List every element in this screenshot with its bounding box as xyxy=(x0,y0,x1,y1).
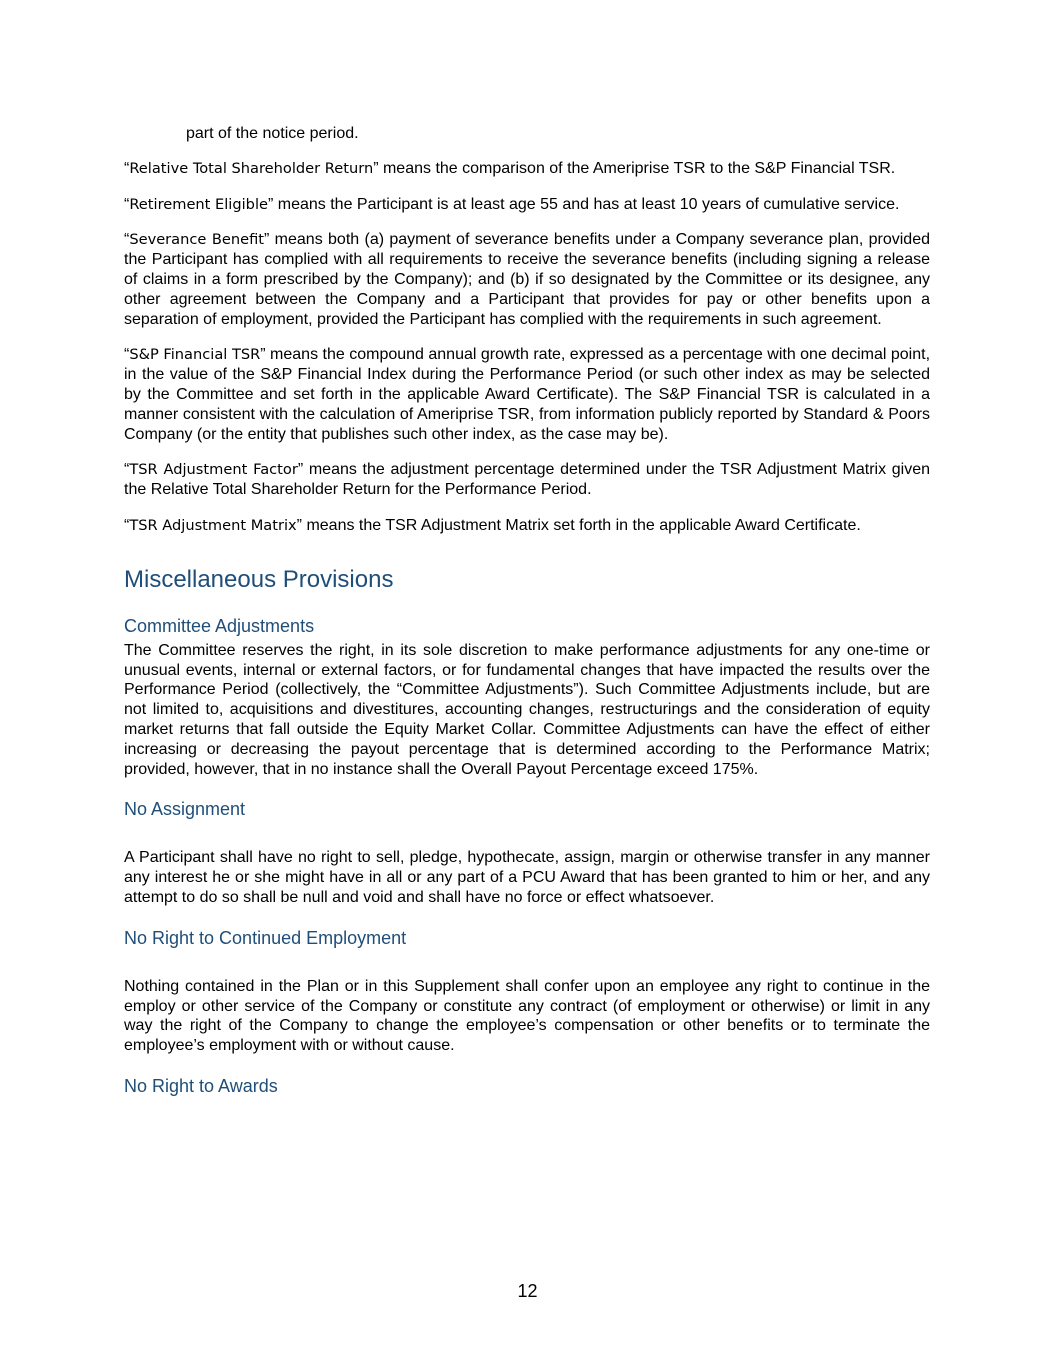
definition-term: TSR Adjustment Factor xyxy=(129,461,298,479)
definition-text: means the adjustment percentage determined under the TSR Adjustment Matrix given the Relative Total Shareholder Return for the Performance Period. xyxy=(124,461,931,499)
definition-retirement-eligible: “Retirement Eligible” means the Participant is at least age 55 and has at least 10 years of cumulative service. xyxy=(124,195,900,213)
definition-term: S&P Financial TSR xyxy=(129,346,261,364)
definition-text: means the compound annual growth rate, expressed as a percentage with one decimal point, in the value of the S&P Financial Index during the Performance Period (or such other index as may be selected by the Committee and set forth in the applicable Award Certificate). The S&P Financial TSR is calculated in a manner consistent with the calculation of Ameriprise TSR, from information publicly reported by Standard & Poors Company (or the entity that publishes such other index, as the case may be). xyxy=(124,346,931,443)
definition-sp-financial-tsr: “S&P Financial TSR” means the compound annual growth rate, expressed as a percentage with one decimal point, in the value of the S&P Financial Index during the Performance Period (or such other index as may be selected by the Committee and set forth in the applicable Award Certificate). The S&P Financial TSR is calculated in a manner consistent with the calculation of Ameriprise TSR, from information publicly reported by Standard & Poors Company (or the entity that publishes such other index, as the case may be). xyxy=(124,346,931,443)
document-page xyxy=(124,124,930,1101)
definition-text: means the comparison of the Ameriprise TSR to the S&P Financial TSR. xyxy=(378,159,896,177)
definition-term: Retirement Eligible xyxy=(129,195,268,213)
definition-severance-benefit: “Severance Benefit” means both (a) payment of severance benefits under a Company severance plan, provided the Participant has complied with all requirements to receive the severance benefits (including signing a release of claims in a form prescribed by the Company); and (b) if so designated by the Committee or its designee, any other agreement between the Company and a Participant that provides for pay or other benefits upon a separation of employment, provided the Participant has complied with the requirements in such agreement. xyxy=(124,231,930,328)
committee-adjustments-body: The Committee reserves the right, in its sole discretion to make performance adjustments for any one-time or unusual events, internal or external factors, or for fundamental changes that have impacted the results over the Performance Period (collectively, the “Committee Adjustments”). Such Committee Adjustments include, but are not limited to, acquisitions and divestitures, accounting changes, restructurings and the consideration of equity market returns that fall outside the Equity Market Collar. Committee Adjustments can have the effect of either increasing or decreasing the payout percentage that is determined according to the Performance Matrix; provided, however, that in no instance shall the Overall Payout Percentage exceed 175%. xyxy=(124,641,930,778)
definition-text: means the TSR Adjustment Matrix set forth in the applicable Award Certificate. xyxy=(302,516,861,534)
section-heading: Miscellaneous Provisions xyxy=(124,565,394,593)
subheading-no-right-awards: No Right to Awards xyxy=(124,1075,278,1096)
definition-text: means both (a) payment of severance benefits under a Company severance plan, provided the Participant has complied with all requirements to receive the severance benefits (including signing a release of claims in a form prescribed by the Company); and (b) if so designated by the Committee or its designee, any other agreement between the Company and a Participant that provides for pay or other benefits upon a separation of employment, provided the Participant has complied with the requirements in such agreement. xyxy=(124,231,930,328)
definition-term: Severance Benefit xyxy=(129,231,265,249)
subheading-no-right-employment: No Right to Continued Employment xyxy=(124,927,407,948)
definition-text: means the Participant is at least age 55 and has at least 10 years of cumulative service. xyxy=(273,195,900,213)
subheading-committee-adjustments: Committee Adjustments xyxy=(124,615,315,636)
page-number: 12 xyxy=(517,1281,538,1301)
definition-term: TSR Adjustment Matrix xyxy=(129,516,297,534)
definition-tsr-adjustment-matrix: “TSR Adjustment Matrix” means the TSR Adjustment Matrix set forth in the applicable Award Certificate. xyxy=(124,516,861,534)
no-assignment-body: A Participant shall have no right to sell, pledge, hypothecate, assign, margin or otherwise transfer in any manner any interest he or she might have in all or any part of a PCU Award that has been granted to him or her, and any attempt to do so shall be null and void and shall have no force or effect whatsoever. xyxy=(124,849,930,906)
definition-tsr-adjustment-factor: “TSR Adjustment Factor” means the adjustment percentage determined under the TSR Adjustment Matrix given the Relative Total Shareholder Return for the Performance Period. xyxy=(124,461,931,499)
subheading-no-assignment: No Assignment xyxy=(124,799,246,820)
no-right-employment-body: Nothing contained in the Plan or in this Supplement shall confer upon an employee any right to continue in the employ or other service of the Company or constitute any contract (of employment or otherwise) or limit in any way the right of the Company to change the employee’s compensation or other benefits or to terminate the employee’s employment with or without cause. xyxy=(124,977,930,1055)
definition-relative-tsr: “Relative Total Shareholder Return” means the comparison of the Ameriprise TSR to the S&P Financial TSR. xyxy=(124,159,896,177)
definition-term: Relative Total Shareholder Return xyxy=(129,159,374,177)
continuation-text: part of the notice period. xyxy=(186,125,359,142)
